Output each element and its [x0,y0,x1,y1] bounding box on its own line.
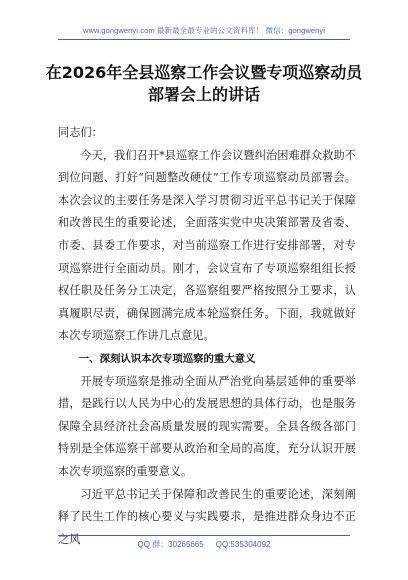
document-body [58,122,356,551]
footer-qq-contact: QQ:535304092 [215,540,271,549]
footer-divider [58,535,350,536]
document-title: 在2026年全县巡察工作会议暨专项巡察动员部署会上的讲话 [45,63,363,104]
footer-qq-group: QQ 群：30265665 [137,540,204,549]
section-heading-1: 一、深刻认识本次专项巡察的重大意义 [78,352,256,365]
header-divider [58,39,350,40]
page-footer [0,539,408,550]
paragraph-intro: 今天，我们召开*县巡察工作会议暨纠治困难群众救助不到位问题、打好“问题整改硬仗”工作专项巡察动员部署会。本次会议的主要任务是深入学习贯彻习近平总书记关于保障和改善民生的重要论述，全面落实党中央决策部署及省委、市委、县委工作要求，对当前巡察工作进行安排部署，对专项巡察进行全面动员。刚才，会议宣布了专项巡察组组长授权任职及任务分工决定，各巡察组要严格按照分工要求，认真履职尽责，确保圆满完成本轮巡察任务。下面，我就做好本次专项巡察工作讲几点意见。 [58,148,356,343]
paragraph-significance: 开展专项巡察是推动全面从严治党向基层延伸的重要举措，是践行以人民为中心的发展思想的具体行动，也是服务保障全县经济社会高质量发展的现实需要。全县各级各部门特别是全体巡察干部要从政治和全局的高度，充分认识开展本次专项巡察的重要意义。 [58,374,356,478]
page-header [0,0,408,40]
greeting: 同志们： [58,126,103,139]
header-banner-text[interactable]: www.gongwenyi.com 最新最全最专业的公文资料库！ 微信：gongwenyi [82,26,326,35]
paragraph-xi-discourse: 习近平总书记关于保障和改善民生的重要论述，深刻阐释了民生工作的核心要义与实践要求，是推进群众身边不正之风 [58,487,356,546]
